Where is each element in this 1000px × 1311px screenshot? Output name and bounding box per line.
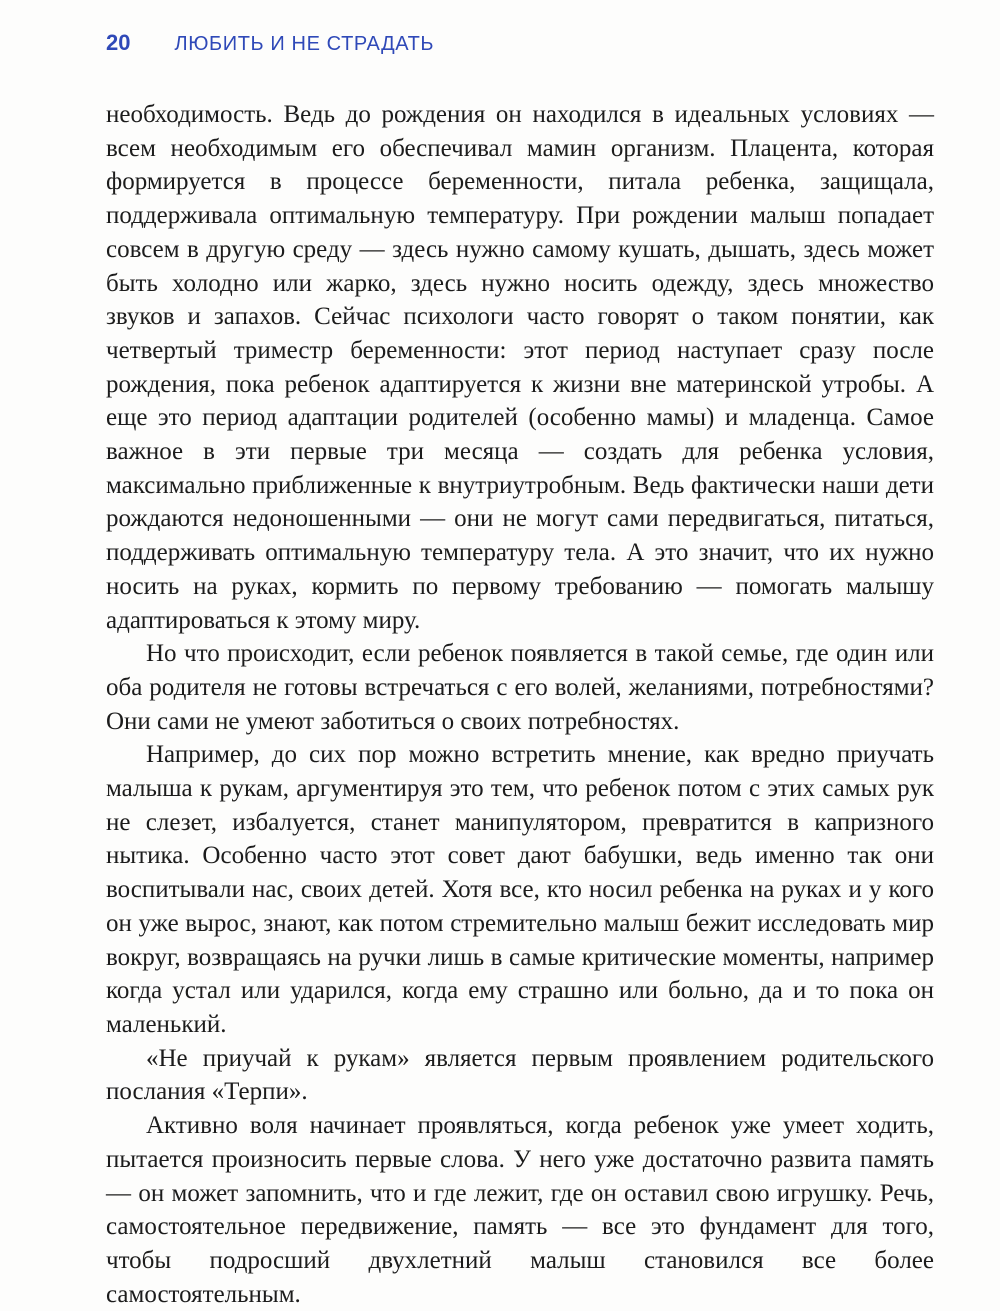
paragraph-2: Но что происходит, если ребенок появляется в такой семье, где один или оба родителя не готовы встречаться с его волей, желаниями, потребностями? Они сами не умеют заботиться о своих потребностях. xyxy=(106,640,934,735)
body-text xyxy=(106,98,934,1311)
paragraph-4: «Не приучай к рукам» является первым проявлением родительского послания «Терпи». xyxy=(106,1044,934,1106)
paragraph-5: Активно воля начинает проявляться, когда ребенок уже умеет ходить, пытается произносить первые слова. У него уже достаточно развита память — он может запомнить, что и где лежит, где он оставил свою игрушку. Речь, самостоятельное передвижение, память — все это фундамент для того, чтобы подросший двухлетний малыш становился все более самостоятельным. xyxy=(106,1112,934,1308)
paragraph-1: необходимость. Ведь до рождения он находился в идеальных условиях — всем необходимым его обеспечивал мамин организм. Плацента, которая формируется в процессе беременности, питала ребенка, защищала, поддерживала оптимальную температуру. При рождении малыш попадает совсем в другую среду — здесь нужно самому кушать, дышать, здесь может быть холодно или жарко, здесь нужно носить одежду, здесь множество звуков и запахов. Сейчас психологи часто говорят о таком понятии, как четвертый триместр беременности: этот период наступает сразу после рождения, пока ребенок адаптируется к жизни вне материнской утробы. А еще это период адаптации родителей (особенно мамы) и младенца. Самое важное в эти первые три месяца — создать для ребенка условия, максимально приближенные к внутриутробным. Ведь фактически наши дети рождаются недоношенными — они не могут сами передвигаться, питаться, поддерживать оптимальную температуру тела. А это значит, что их нужно носить на руках, кормить по первому требованию — помогать малышу адаптироваться к этому миру. xyxy=(106,101,934,634)
page-number: 20 xyxy=(106,30,131,55)
running-title: ЛЮБИТЬ И НЕ СТРАДАТЬ xyxy=(174,33,435,55)
paragraph-3: Например, до сих пор можно встретить мнение, как вредно приучать малыша к рукам, аргументируя это тем, что ребенок потом с этих самых рук не слезет, избалуется, станет манипулятором, превратится в капризного нытика. Особенно часто этот совет дают бабушки, ведь именно так они воспитывали нас, своих детей. Хотя все, кто носил ребенка на руках и у кого он уже вырос, знают, как потом стремительно малыш бежит исследовать мир вокруг, возвращаясь на ручки лишь в самые критические моменты, например когда устал или ударился, когда ему страшно или больно, да и то пока он маленький. xyxy=(106,741,934,1038)
running-header xyxy=(106,30,434,64)
